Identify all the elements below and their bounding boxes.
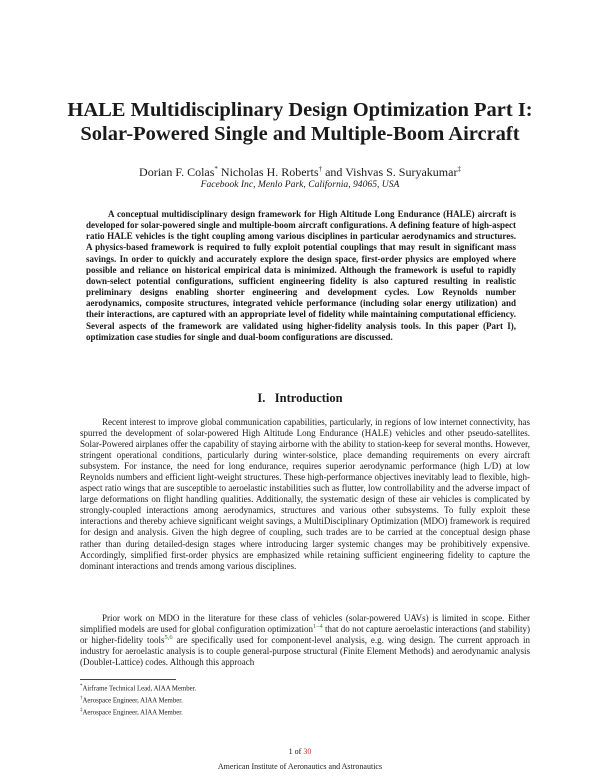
author-name: Vishvas S. Suryakumar <box>345 165 458 179</box>
intro-paragraph-1: Recent interest to improve global communication capabilities, particularly, in regions of low internet connectivity, has spurred the development of solar-powered High Altitude Long Endurance (HALE) vehicles and other pseudo-satellites. Solar-Powered airplanes offer the capability of staying airborne with the ability to station-keep for several months. However, stringent operational conditions, particularly during winter-solstice, place demanding requirements on every aircraft subsystem. For instance, the need for long endurance, requires superior aerodynamic performance (high L/D) at low Reynolds numbers and efficient light-weight structures. These high-performance objectives inevitably lead to flexible, high-aspect ratio wings that are susceptible to aeroelastic instabilities such as flutter, low controllability and the adverse impact of large deformations on flight handling qualities. Additionally, the systematic design of these air vehicles is complicated by strongly-coupled interactions among aerodynamics, structures and various other subsystems. To fully exploit these interactions and thereby achieve significant weight savings, a MultiDisciplinary Optimization (MDO) framework is required for design and analysis. Given the high degree of coupling, such trades are to be carried at the conceptual design phase rather than during detailed-design stages where introducing larger systemic changes may be prohibitively expensive. Accordingly, simplified first-order physics are emphasized while retaining sufficient engineering fidelity to capture the dominant interactions and trends among various disciplines. <box>80 417 530 571</box>
footnote-text: Airframe Technical Lead, AIAA Member. <box>82 685 197 693</box>
author-footnote-mark: † <box>318 165 323 173</box>
author-list <box>40 162 560 179</box>
footnote <box>80 682 530 694</box>
footnotes <box>80 682 530 717</box>
paragraph-text: are specifically used for component-level analysis, e.g. wing design. The current approach in industry for aeroelastic analysis is to couple general-purpose structural (Finite Element Methods) and aerodynamic analysis (Doublet-Lattice) codes. Although this approach <box>80 635 531 668</box>
footnote <box>80 706 530 718</box>
footnote-mark: † <box>80 695 83 701</box>
author-name: Dorian F. Colas <box>139 165 215 179</box>
citation-link[interactable]: 5,6 <box>164 634 173 642</box>
paper-title-line-1: HALE Multidisciplinary Design Optimization Part I: <box>67 99 533 121</box>
organization-footer: American Institute of Aeronautics and Astronautics <box>217 762 383 771</box>
paper-title-line-2: Solar-Powered Single and Multiple-Boom Aircraft <box>80 123 520 145</box>
section-heading <box>40 391 560 406</box>
footnote-text: Aerospace Engineer, AIAA Member. <box>82 697 183 705</box>
footnote-text: Aerospace Engineer, AIAA Member. <box>82 708 183 716</box>
page-number <box>0 747 600 757</box>
paragraph-text: that do not capture aeroelastic interactions (and stability) or higher-fidelity tools <box>80 624 530 646</box>
footnote <box>80 694 530 706</box>
author-footnote-mark: ‡ <box>457 165 461 173</box>
footnote-mark: * <box>80 684 83 689</box>
abstract: A conceptual multidisciplinary design framework for High Altitude Long Endurance (HALE) aircraft is developed for solar-powered single and multiple-boom aircraft configurations. A defining feature of high-aspect ratio HALE vehicles is the tight coupling among various disciplines in particular aerodynamics and structures. A physics-based framework is required to fully exploit potential couplings that may result in significant mass savings. In order to quickly and accurately explore the design space, first-order physics are employed where possible and reliance on historical empirical data is minimized. Although the framework is useful to rapidly down-select potential configurations, sufficient engineering fidelity is also captured resulting in realistic preliminary designs enabling shorter engineering and development cycles. Low Reynolds number aerodynamics, composite structures, integrated vehicle performance (including solar energy utilization) and their interactions, are captured with an appropriate level of fidelity while maintaining computational efficiency. Several aspects of the framework are validated using higher-fidelity analysis tools. In this paper (Part I), optimization case studies for single and dual-boom configurations are discussed. <box>86 209 516 342</box>
paragraph-text: Prior work on MDO in the literature for these class of vehicles (solar-powered UAVs) is limited in scope. Either simplified models are used for global configuration optimization <box>80 613 530 635</box>
page-total-link[interactable]: 30 <box>303 747 312 756</box>
author-name: Nicholas H. Roberts <box>220 165 319 179</box>
author-footnote-mark: * <box>214 165 218 173</box>
citation-link[interactable]: 1–4 <box>312 623 323 631</box>
section-number: I. <box>257 391 266 405</box>
page-current: 1 <box>288 747 293 756</box>
affiliation: Facebook Inc, Menlo Park, California, 94065, USA <box>200 179 400 190</box>
footnote-divider <box>80 679 176 680</box>
intro-paragraph-2 <box>80 613 530 668</box>
footnote-mark: ‡ <box>80 707 83 713</box>
page-of: of <box>294 747 302 756</box>
author-conjunction: and <box>325 165 343 179</box>
section-title: Introduction <box>274 391 343 405</box>
